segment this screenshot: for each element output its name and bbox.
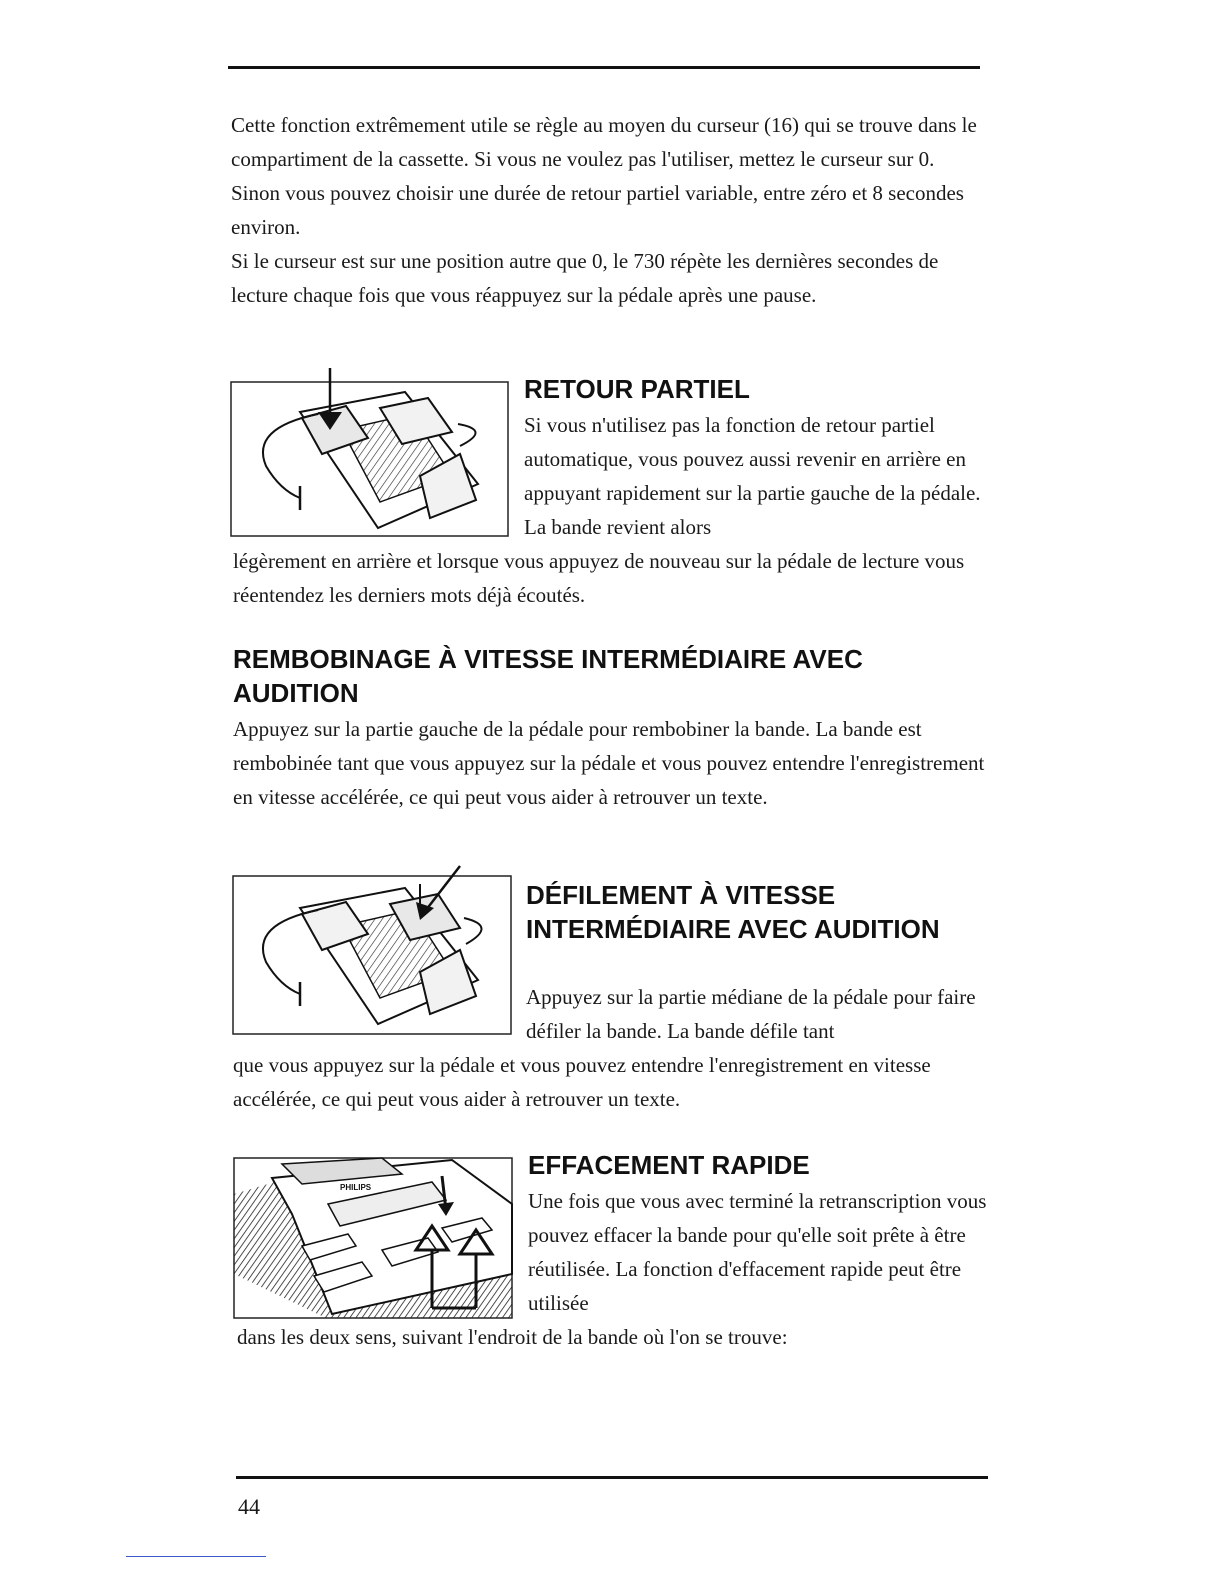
foot-pedal-left-figure (230, 368, 510, 540)
heading-retour-partiel: RETOUR PARTIEL (524, 374, 750, 404)
retour-partiel-text-tail: légèrement en arrière et lorsque vous appuyez de nouveau sur la pédale de lecture vous réentendez les derniers mots déjà écoutés. (233, 549, 965, 607)
foot-pedal-middle-figure (230, 864, 514, 1038)
defilement-text-side: Appuyez sur la partie médiane de la pédale pour faire défiler la bande. La bande défile tant (526, 985, 976, 1043)
heading-rembobinage: REMBOBINAGE À VITESSE INTERMÉDIAIRE AVEC AUDITION (233, 644, 863, 708)
heading-effacement: EFFACEMENT RAPIDE (528, 1150, 810, 1180)
transcriber-device-figure (232, 1154, 514, 1320)
page-number: 44 (238, 1494, 260, 1519)
intro-paragraph-2: Si le curseur est sur une position autre que 0, le 730 répète les dernières secondes de lecture chaque fois que vous réappuyez sur la pédale après une pause. (231, 249, 939, 307)
defilement-text-tail: que vous appuyez sur la pédale et vous pouvez entendre l'enregistrement en vitesse accélérée, ce qui peut vous aider à retrouver un texte. (233, 1053, 931, 1111)
top-rule (228, 66, 980, 69)
heading-defilement: DÉFILEMENT À VITESSE INTERMÉDIAIRE AVEC AUDITION (526, 880, 940, 944)
rembobinage-text: Appuyez sur la partie gauche de la pédale pour rembobiner la bande. La bande est rembobinée tant que vous appuyez sur la pédale et vous pouvez entendre l'enregistrement en vitesse accélérée, ce qui peut vous aider à retrouver un texte. (233, 717, 985, 809)
effacement-text-tail: dans les deux sens, suivant l'endroit de la bande où l'on se trouve: (237, 1325, 788, 1349)
effacement-text-side: Une fois que vous avec terminé la retranscription vous pouvez effacer la bande pour qu'elle soit prête à être réutilisée. La fonction d'effacement rapide peut être utilisée (528, 1189, 987, 1315)
bottom-rule (236, 1476, 988, 1479)
device-brand-label: PHILIPS (340, 1183, 372, 1192)
footer-short-line (126, 1556, 266, 1557)
intro-paragraph-1: Cette fonction extrêmement utile se règle au moyen du curseur (16) qui se trouve dans le compartiment de la cassette. Si vous ne voulez pas l'utiliser, mettez le curseur sur 0. Sinon vous pouvez choisir une durée de retour partiel variable, entre zéro et 8 secondes environ. (231, 113, 977, 239)
retour-partiel-text-side: Si vous n'utilisez pas la fonction de retour partiel automatique, vous pouvez aussi revenir en arrière en appuyant rapidement sur la partie gauche de la pédale. La bande revient alors (524, 413, 981, 539)
